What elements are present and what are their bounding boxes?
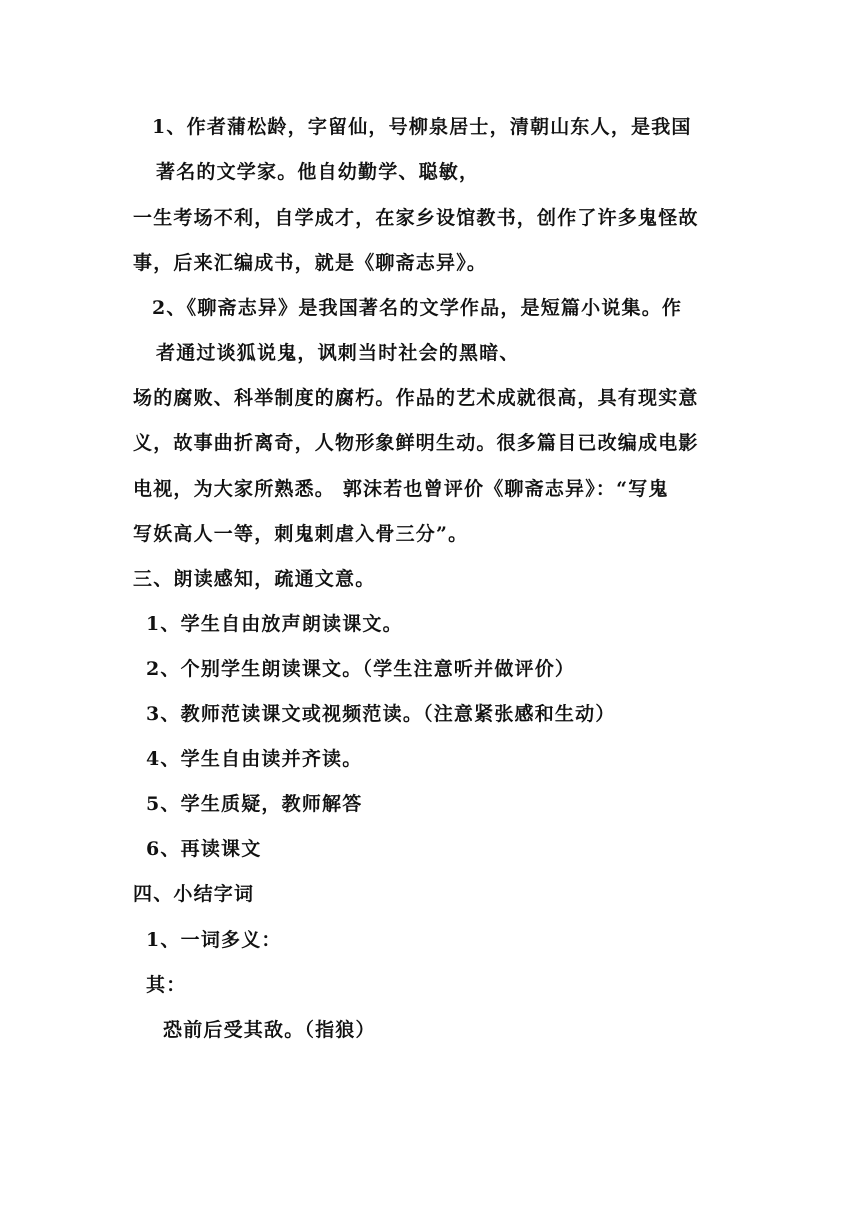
section-heading: 四、小结字词 (133, 883, 255, 905)
list-item: 4、学生自由读并齐读。 (146, 748, 363, 770)
list-item: 3、教师范读课文或视频范读。（注意紧张感和生动） (146, 703, 616, 725)
example-sentence: 恐前后受其敌。（指狼） (163, 1019, 376, 1041)
list-item: 2、个别学生朗读课文。（学生注意听并做评价） (146, 658, 576, 680)
paragraph-line: 写妖高人一等，刺鬼刺虐入骨三分”。 (133, 523, 469, 545)
paragraph-line: 一生考场不利，自学成才，在家乡设馆教书，创作了许多鬼怪故 (133, 207, 699, 229)
paragraph-line: 电视，为大家所熟悉。 郭沫若也曾评价《聊斋志异》：“写鬼 (133, 478, 669, 500)
paragraph-line: 场的腐败、科举制度的腐朽。作品的艺术成就很高，具有现实意 (133, 387, 699, 409)
list-item: 6、再读课文 (146, 838, 262, 860)
paragraph-line: 者通过谈狐说鬼，讽刺当时社会的黑暗、 (156, 342, 520, 364)
paragraph-line: 著名的文学家。他自幼勤学、聪敏， (156, 161, 480, 183)
paragraph-line: 事，后来汇编成书，就是《聊斋志异》。 (133, 252, 488, 274)
paragraph-line: 1、作者蒲松龄，字留仙，号柳泉居士，清朝山东人，是我国 (152, 116, 692, 138)
list-item: 1、学生自由放声朗读课文。 (146, 613, 403, 635)
section-heading: 三、朗读感知，疏通文意。 (133, 568, 376, 590)
list-item: 1、一词多义： (146, 929, 282, 951)
term-label: 其： (146, 974, 187, 996)
paragraph-line: 义，故事曲折离奇，人物形象鲜明生动。很多篇目已改编成电影 (133, 432, 699, 454)
paragraph-line: 2、《聊斋志异》是我国著名的文学作品，是短篇小说集。作 (152, 297, 683, 319)
list-item: 5、学生质疑，教师解答 (146, 793, 363, 815)
